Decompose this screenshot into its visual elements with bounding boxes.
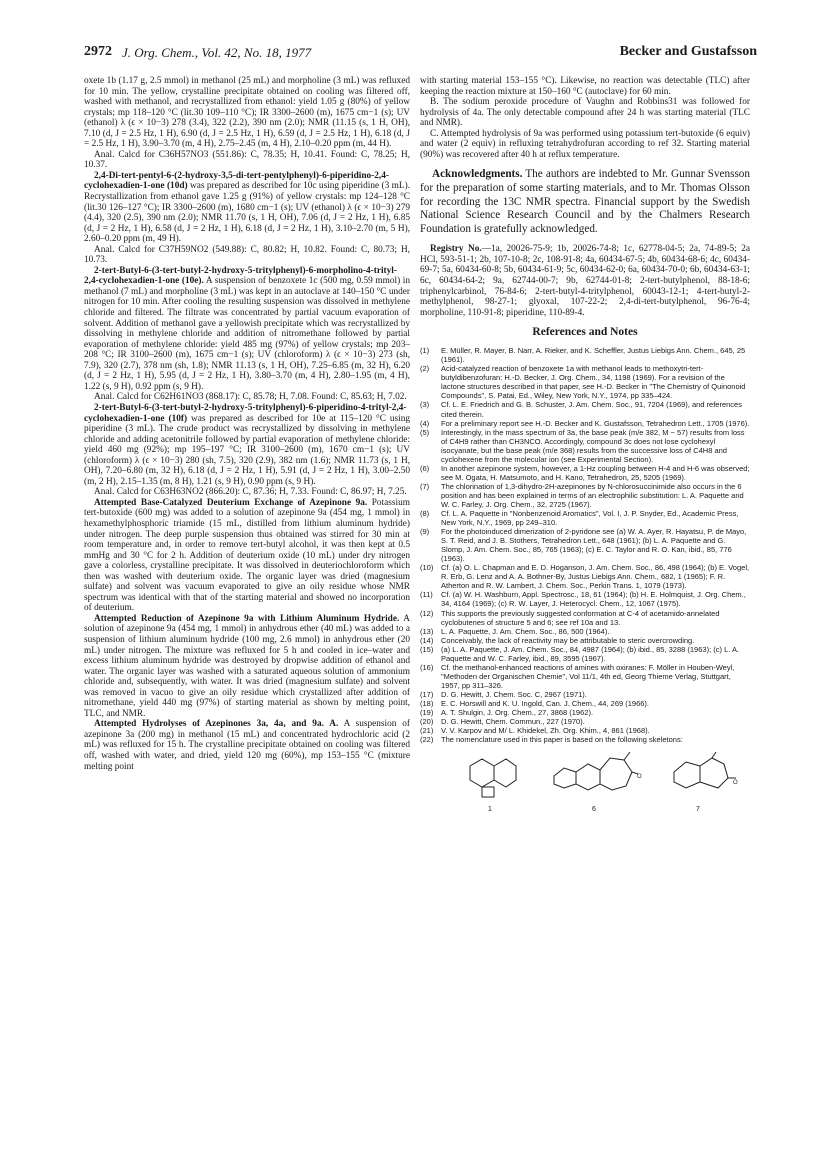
procedure-body: was prepared as described for 10e at 115–120 °C using piperidine (3 mL). The crude product was recrystallized by dissolving in methylene chloride and adding acetonitrile followed by partial evaporation of methylene chloride: yield 460 mg (92%); mp 195–197 °C; IR 3100–2600 (m), 1670 cm−1 (s); UV (chloroform) λ (ϵ × 10−3) 280 (sh, 7.5), 320 (2.9), 382 nm (1.6); NMR 11.73 (s, 1 H, OH), 7.20–6.80 (m, 32 H), 6.18 (d, J = 2 Hz, 1 H), 5.91 (d, J = 2 Hz, 1 H), 3.00–2.50 (m, 2 H), 2.15–1.35 (m, 8 H), 1.21 (s, 9 H), 0.90 ppm (s, 9 H). (84, 413, 410, 487)
analysis-10f: Anal. Calcd for C63H63NO2 (866.20): C, 87.36; H, 7.33. Found: C, 86.97; H, 7.25. (94, 487, 407, 498)
dibenzofuran-azepinone-skeleton-icon (548, 750, 640, 804)
reference-item (420, 419, 750, 428)
procedure-title: 2-tert-Butyl-6-(3-tert-butyl-2-hydroxy-5-tritylphenyl)-6-piperidino-4-trityl-2,4-cyclohexadien-1-one (10f) (84, 402, 407, 424)
references-heading: References and Notes (532, 326, 638, 339)
procedure-title: 2,4-Di-tert-pentyl-6-(2-hydroxy-3,5-di-tert-pentylphenyl)-6-piperidino-2,4-cyclohexadien-1-one (10d) (84, 170, 389, 192)
analysis-10c: Anal. Calcd for C36H57NO3 (551.86): C, 78.35; H, 10.41. Found: C, 78.25; H, 10.37. (84, 149, 410, 171)
reference-text: Cf. L. A. Paquette in "Nonbenzenoid Aromatics", Vol. I, J. P. Snyder, Ed., Academic Press, New York, N.Y., 1969, pp 249–310. (441, 509, 739, 528)
reference-text: Cf. (a) W. H. Washburn, Appl. Spectrosc., 18, 61 (1964); (b) H. E. Holmquist, J. Org. Chem., 34, 4164 (1969); (c) R. W. Layer, J. Heterocycl. Chem., 12, 1067 (1975). (441, 590, 746, 609)
reference-number: (15) (420, 644, 434, 654)
bicyclic-azepinone-skeleton-icon (664, 750, 740, 804)
paragraph-continued: oxete 1b (1.17 g, 2.5 mmol) in methanol (25 mL) and morpholine (3 mL) was refluxed for 10 min. The yellow, crystalline precipitate obtained on cooling was filtered off, washed with methanol, and recrystallized from ethanol: yield 1.05 g (80%) of yellow crystals; mp 118–120 °C (lit.30 109–110 °C); IR 3300–2600 (m), 1675 cm−1 (s); UV (ethanol) λ (ϵ × 10−3) 278 (3.4), 322 (2.2), 390 nm (2.0); NMR (11.15 (s, 1 H, OH), 7.10 (d, J = 2.5 Hz, 1 H), 6.90 (d, J = 2.5 Hz, 1 H), 6.59 (d, J = 2.5 Hz, 1 H), 6.18 (d, J = 2.5 Hz, 1 H), 3.90–3.70 (m, 4 H), 2.75–2.45 (m, 4 H), 2.10–0.20 ppm (m, 44 H). (84, 76, 410, 150)
reference-text: Acid-catalyzed reaction of benzoxete 1a with methanol leads to methoxytri-tert-butyldibenzofuran: H.-D. Becker, J. Org. Chem., 34, 1198 (1969). For a revision of the lactone structures described in that paper, see H.-D. Becker in "The Chemistry of Quinonoid Compounds", S. Patai, Ed., Wiley, New York, N.Y., 1974, pp 335–424. (441, 364, 746, 401)
reference-number: (3) (420, 400, 430, 410)
reference-item (420, 663, 750, 690)
reference-text: For a preliminary report see H.-D. Becker and K. Gustafsson, Tetrahedron Lett., 1705 (1976). (441, 418, 750, 428)
reference-item (420, 726, 750, 735)
procedure-title: 2-tert-Butyl-6-(3-tert-butyl-2-hydroxy-5-tritylphenyl)-6-morpholino-4-trityl-2,4-cyclohexadien-1-one (10e). (84, 265, 397, 287)
acknowledgments-title: Acknowledgments. (432, 168, 523, 181)
reference-number: (7) (420, 481, 430, 491)
reference-number: (19) (420, 708, 434, 718)
reference-text: A. T. Shulgin, J. Org. Chem., 27, 3868 (1962). (441, 708, 594, 718)
left-column (84, 76, 410, 772)
svg-text:O: O (637, 774, 642, 781)
reference-text: V. V. Karpov and M/ L. Khidekel, Zh. Org. Khim., 4, 861 (1968). (441, 726, 650, 736)
procedure-body: was prepared as described for 10c using piperidine (3 mL). Recrystallization from ethanol gave 1.25 g (91%) of yellow crystals: mp 124–128 °C (lit.30 126–127 °C); IR 3300–2600 (m), 1680 cm−1 (s); UV (ethanol) λ (ϵ × 10−3) 279 (4.4), 320 (2.5), 390 nm (2.0); NMR 11.70 (s, 1 H, OH), 7.06 (d, J = 2 Hz, 1 H), 6.85 (d, J = 2 Hz, 1 H), 6.58 (d, J = 2 Hz, 1 H), 6.18 (d, J = 2 Hz, 1 H), 3.10–2.70 (m, 5 H), 2.60–0.20 ppm (m, 49 H). (84, 181, 410, 245)
reference-number: (18) (420, 699, 434, 708)
reference-number: (20) (420, 717, 434, 727)
procedure-body: Potassium tert-butoxide (600 mg) was added to a solution of azepinone 9a (454 mg, 1 mmol) in hexamethylphosphoric triamide (15 mL, distilled from lithium aluminum hydride) under nitrogen. The deep purple suspension thus obtained was stirred for 30 min at room temperature and, in order to remove tert-butyl alcohol, it was then kept at 0.5 mmHg and 30 °C for 2 h. Addition of deuterium oxide (10 mL) under dry nitrogen gave a colorless, crystalline precipitate. It was dissolved in deuteriochloroform which then was washed with deuterium oxide. The organic layer was dried (magnesium sulfate) and solvent was vacuum evaporated to give an oily residue whose NMR spectrum was identical with that of the starting material and showed no incorporation of deuterium. (84, 497, 410, 614)
running-header (84, 44, 757, 62)
reference-text: Interestingly, in the mass spectrum of 3a, the base peak (m/e 382, M − 57) results from loss of C4H9 rather than CH3NCO. Accordingly, compound 3c does not lose cyclohexyl isocyanate, but the base peak (m/e 368) results from the successive loss of C4H8 and cyclohexene from the molecular ion (see Experimental Section). (441, 427, 745, 464)
reference-item (420, 509, 750, 527)
reference-text: E. Müller, R. Mayer, B. Narr, A. Rieker, and K. Scheffler, Justus Liebigs Ann. Chem., 645, 25 (1961). (441, 346, 746, 365)
analysis-10d: Anal. Calcd for C37H59NO2 (549.88): C, 80.82; H, 10.82. Found: C, 80.73; H, 10.73. (84, 244, 410, 266)
reference-item (420, 717, 750, 726)
reference-text: This supports the previously suggested conformation at C-4 of acetamido-annelated cyclobutenes of structure 5 and 6; see ref 10a and 13. (441, 608, 720, 627)
reference-number: (16) (420, 662, 434, 672)
reference-text: Cf. L. E. Friedrich and G. B. Schuster, J. Am. Chem. Soc., 91, 7204 (1969), and references cited therein. (441, 400, 742, 419)
procedure-10e (84, 266, 410, 393)
reference-number: (9) (420, 527, 430, 537)
procedure-body: A suspension of azepinone 3a (200 mg) in methanol (15 mL) and concentrated hydrochloric acid (2 mL) was refluxed for 15 h. The crystalline precipitate obtained on cooling was filtered off, washed with water, and dried, yield 120 mg (60%), mp 153–155 °C (mixture melting point (84, 719, 410, 772)
structure-label: 6 (592, 806, 596, 814)
reference-text: D. G. Hewitt, J. Chem. Soc. C, 2967 (1971). (441, 689, 587, 699)
hydrolysis-c: C. Attempted hydrolysis of 9a was performed using potassium tert-butoxide (6 equiv) and water (2 equiv) in refluxing tetrahydrofuran according to ref 32. Starting material (90%) was recovered after 40 h at reflux temperature. (420, 128, 750, 160)
reference-number: (11) (420, 590, 433, 600)
procedure-title: Attempted Hydrolyses of Azepinones 3a, 4a, and 9a. A. (94, 719, 339, 730)
reference-item (420, 346, 750, 364)
reference-item (420, 364, 750, 400)
reference-item (420, 428, 750, 464)
acknowledgments (420, 168, 750, 236)
reference-number: (14) (420, 635, 434, 645)
procedure-10d (84, 171, 410, 245)
reference-number: (8) (420, 509, 430, 519)
reference-item (420, 645, 750, 663)
reference-item (420, 609, 750, 627)
reference-text: L. A. Paquette, J. Am. Chem. Soc., 86, 500 (1964). (441, 626, 610, 636)
reference-text: D. G. Hewitt, Chem. Commun., 227 (1970). (441, 717, 585, 727)
reference-number: (10) (420, 563, 434, 573)
procedure-title: Attempted Base-Catalyzed Deuterium Exchange of Azepinone 9a. (94, 497, 368, 508)
skeleton-structures (420, 750, 750, 814)
reference-item (420, 636, 750, 645)
reference-item (420, 735, 750, 744)
structure-label: 7 (696, 806, 700, 814)
reference-item (420, 464, 750, 482)
structure-label: 1 (488, 806, 492, 814)
reference-item (420, 708, 750, 717)
procedure-reduction (84, 614, 410, 719)
reference-text: In another azepinone system, however, a 1-Hz coupling between H-4 and H-6 was observed; see M. Ogata, H. Matsumoto, and H. Kano, Tetrahedron, 25, 5205 (1969). (441, 463, 750, 482)
registry-numbers (420, 244, 750, 318)
reference-item (420, 627, 750, 636)
procedure-hydrolyses (84, 719, 410, 772)
paragraph-continued: with starting material 153–155 °C). Likewise, no reaction was detectable (TLC) after keeping the reaction mixture at 150–160 °C (autoclave) for 60 min. (420, 76, 750, 97)
benzoxete-skeleton-icon (460, 754, 522, 802)
reference-text: The chlorination of 1,3-dihydro-2H-azepinones by N-chlorosuccinimide also occurs in the 6 position and has been explained in terms of an electrophilic substitution: L. A. Paquette and W. C. Farley, J. Org. Chem., 32, 2725 (1967). (441, 481, 744, 509)
reference-item (420, 699, 750, 708)
reference-number: (1) (420, 346, 430, 356)
reference-text: Cf. (a) O. L. Chapman and E. D. Hoganson, J. Am. Chem. Soc., 86, 498 (1964); (b) E. Vogel, R. Erb, G. Lenz and A. A. Bothner-By, Justus Liebigs Ann. Chem., 682, 1 (1965); F. R. Atherton and R. W. Lambert, J. Chem. Soc., Perkin Trans. 1, 1079 (1973). (441, 563, 750, 591)
reference-number: (17) (420, 689, 434, 699)
registry-title: Registry No. (430, 244, 482, 255)
procedure-10f (84, 403, 410, 487)
analysis-10e: Anal. Calcd for C62H61NO3 (868.17): C, 85.78; H, 7.08. Found: C, 85.63; H, 7.02. (94, 392, 407, 403)
reference-text: The nomenclature used in this paper is based on the following skeletons: (441, 735, 683, 745)
running-authors: Becker and Gustafsson (619, 44, 757, 59)
svg-text:O: O (733, 780, 738, 787)
reference-item (420, 482, 750, 509)
registry-body: —1a, 20026-75-9; 1b, 20026-74-8; 1c, 62778-04-5; 2a, 74-89-5; 2a HCl, 593-51-1; 2b, 107-10-8; 2c, 108-91-8; 4a, 60434-67-5; 4b, 60434-68-6; 4c, 60434-69-7; 5a, 60434-60-8; 5b, 60434-61-9; 5c, 60434-62-0; 6a, 60434-70-0; 6b, 60434-63-1; 6c, 60434-64-2; 9a, 62744-00-7; 9b, 62744-01-8; 2-tert-butylphenol, 88-18-6; triphenylcarbinol, 76-84-6; 2-tert-butyl-4-tritylphenol, 60043-12-1; 4-tert-butyl-2-methylphenol, 98-27-1; glyoxal, 107-22-2; 2,4-di-tert-butylphenol, 96-76-4; morpholine, 110-91-8; piperidine, 110-89-4. (420, 244, 750, 318)
reference-item (420, 590, 750, 608)
reference-list (420, 346, 750, 744)
procedure-body: A suspension of benzoxete 1c (500 mg, 0.59 mmol) in methanol (7 mL) and morpholine (3 mL) was kept in an autoclave at 140–150 °C under nitrogen for 10 min. After cooling the resulting suspension was dissolved in methylene chloride and filtered. The filtrate was concentrated by partial vacuum evaporation of solvent. Addition of methanol gave a yellowish precipitate which was recrystallized by dissolving in methylene chloride and addition of nitromethane followed by partial evaporation of methylene chloride: yield 485 mg (97%) of yellow crystals; mp 203–208 °C; IR 3100–2600 (m), 1675 cm−1 (s); UV (chloroform) λ (ϵ × 10−3) 273 (sh, 7.9), 320 (2.7), 378 nm (sh, 1.8); NMR 11.13 (s, 1 H, OH), 7.25–6.85 (m, 32 H), 6.20 (d, J = 2 Hz, 1 H), 5.95 (d, J = 2 Hz, 1 H), 3.80–3.70 (m, 4 H), 2.80–1.95 (m, 4 H), 1.22 (s, 9 H), 0.92 ppm (s, 9 H). (84, 276, 411, 392)
hydrolysis-b: B. The sodium peroxide procedure of Vaughn and Robbins31 was followed for hydrolysis of 4a. The only detectable compound after 24 h was starting material (TLC and NMR). (420, 97, 750, 129)
reference-item (420, 690, 750, 699)
reference-number: (6) (420, 463, 430, 473)
acknowledgments-body: The authors are indebted to Mr. Gunnar Svensson for the preparation of some starting materials, and to Mr. Thomas Olsson for recording the 13C NMR spectra. Financial support by the Swedish National Science Research Council and by the Chalmers Research Foundation is gratefully acknowledged. (420, 168, 750, 235)
reference-text: Conceivably, the lack of reactivity may be attributable to steric overcrowding. (441, 635, 695, 645)
reference-text: For the photoinduced dimerization of 2-pyridone see (a) W. A. Ayer, R. Hayatsu, P. de Mayo, S. T. Reid, and J. B. Stothers, Tetrahedron Lett., 648 (1961); (b) L. A. Paquette and G. Slomp, J. Am. Chem. Soc., 85, 765 (1963); (c) E. C. Taylor and R. O. Kan, ibid., 85, 776 (1963). (441, 527, 747, 564)
reference-number: (21) (420, 726, 434, 736)
page-number: 2972 (84, 44, 112, 59)
reference-item (420, 527, 750, 563)
reference-item (420, 400, 750, 418)
reference-number: (2) (420, 364, 430, 374)
right-column (420, 76, 750, 814)
procedure-body: A solution of azepinone 9a (454 mg, 1 mmol) in anhydrous ether (40 mL) was added to a suspension of lithium aluminum hydride (100 mg, 2.6 mmol) in anhydrous ether (20 mL) under nitrogen. The mixture was refluxed for 5 h and cooled in ice–water and excess lithium aluminum hydride was destroyed by dropwise addition of ethanol and water. The organic layer was washed with a saturated aqueous solution of ammonium chloride and, subsequently, with water. It was dried (magnesium sulfate) and solvent was removed in vacuo to give an oily residue which crystallized after addition of nitromethane, yield 440 mg (97%) of starting material as shown by melting point, TLC, and NMR. (84, 613, 410, 719)
reference-number: (13) (420, 626, 434, 636)
reference-number: (4) (420, 418, 430, 428)
procedure-deuterium-exchange (84, 498, 410, 614)
reference-number: (22) (420, 735, 434, 745)
reference-text: (a) L. A. Paquette, J. Am. Chem. Soc., 84, 4987 (1964); (b) ibid., 85, 3288 (1963); (c) L. A. Paquette and W. C. Farley, ibid., 89, 3595 (1967). (441, 644, 740, 663)
reference-text: E. C. Horswill and K. U. Ingold, Can. J. Chem., 44, 269 (1966). (441, 699, 650, 708)
reference-number: (5) (420, 427, 430, 437)
reference-number: (12) (420, 608, 434, 618)
reference-text: Cf. the methanol-enhanced reactions of amines with oxiranes: F. Möller in Houben-Weyl, "Methoden der Organischen Chemie", Vol 11/1, 4th ed, Georg Thieme Verlag, Stuttgart, 1957, pp 311–326. (441, 662, 735, 690)
journal-citation: J. Org. Chem., Vol. 42, No. 18, 1977 (122, 45, 312, 60)
reference-item (420, 563, 750, 590)
procedure-title: Attempted Reduction of Azepinone 9a with Lithium Aluminum Hydride. (94, 613, 400, 624)
